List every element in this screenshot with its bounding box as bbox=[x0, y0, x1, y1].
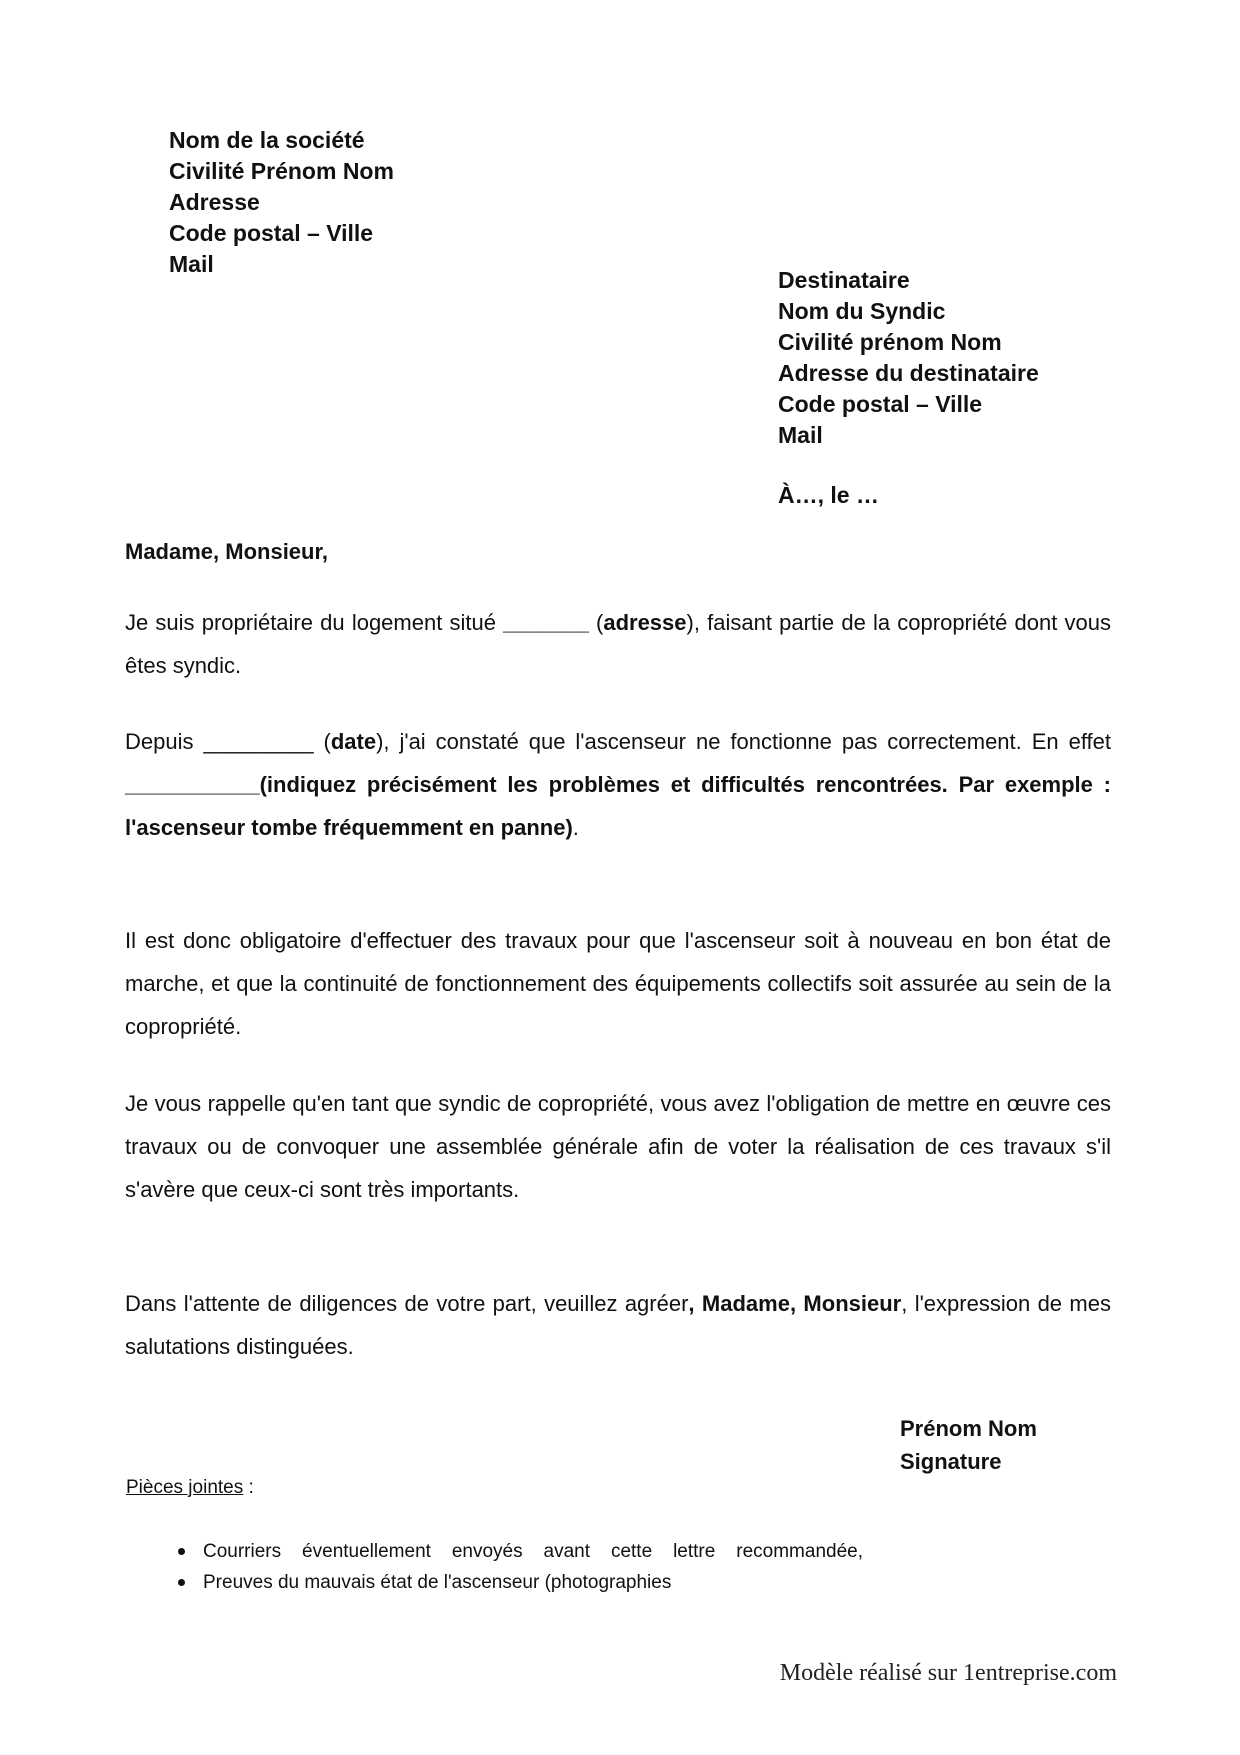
attachments-list bbox=[178, 1536, 863, 1598]
p5-bold: , Madame, Monsieur bbox=[688, 1291, 902, 1316]
footer-credit: Modèle réalisé sur 1entreprise.com bbox=[779, 1660, 1117, 1686]
recipient-address: Adresse du destinataire bbox=[778, 360, 1039, 386]
recipient-block bbox=[778, 265, 1039, 451]
sender-city: Code postal – Ville bbox=[169, 220, 374, 246]
sender-mail: Mail bbox=[169, 251, 214, 277]
attachments-colon: : bbox=[243, 1477, 254, 1498]
bullet-icon bbox=[178, 1548, 185, 1555]
p1-text-end: ), faisant partie de la copropriété dont vous êtes syndic. bbox=[125, 610, 1111, 678]
sender-name: Civilité Prénom Nom bbox=[169, 158, 394, 184]
attachment-text: Preuves du mauvais état de l'ascenseur (photographies bbox=[203, 1572, 672, 1593]
problem-blank: ___________ bbox=[125, 772, 260, 797]
paragraph-works-required: Il est donc obligatoire d'effectuer des travaux pour que l'ascenseur soit à nouveau en bon état de marche, et que la continuité de fonctionnement des équipements collectifs soit assurée au sein de la copropriété. bbox=[125, 928, 1111, 1039]
p5-text-end: , l'expression de mes salutations distinguées. bbox=[125, 1291, 1111, 1359]
date-placeholder: date bbox=[330, 729, 377, 754]
paragraph-closing bbox=[125, 1282, 1111, 1368]
date-blank: _________ bbox=[203, 729, 314, 754]
p2-text-end: . bbox=[572, 815, 579, 840]
list-item bbox=[178, 1567, 863, 1598]
p5-text: Dans l'attente de diligences de votre part, veuillez agréer bbox=[125, 1291, 689, 1316]
recipient-mail: Mail bbox=[778, 422, 823, 448]
p2-text-mid: ), j'ai constaté que l'ascenseur ne fonctionne pas correctement. En effet bbox=[376, 729, 1111, 754]
p2-paren-open: ( bbox=[313, 729, 331, 754]
recipient-label: Destinataire bbox=[778, 267, 910, 293]
p1-text: Je suis propriétaire du logement situé bbox=[125, 610, 504, 635]
p1-paren-open: ( bbox=[588, 610, 604, 635]
signature-block bbox=[900, 1412, 1037, 1478]
signature-label: Signature bbox=[900, 1449, 1002, 1474]
place-date-line: À…, le … bbox=[778, 482, 879, 508]
paragraph-syndic-obligation: Je vous rappelle qu'en tant que syndic de copropriété, vous avez l'obligation de mettre en œuvre ces travaux ou de convoquer une assemblée générale afin de voter la réalisation de ces travaux s'il s'avère que ceux-ci sont très importants. bbox=[125, 1091, 1111, 1202]
attachments-label: Pièces jointes bbox=[126, 1477, 244, 1498]
p2-text: Depuis bbox=[125, 729, 204, 754]
recipient-city: Code postal – Ville bbox=[778, 391, 983, 417]
problem-placeholder: (indiquez précisément les problèmes et difficultés rencontrées. Par exemple : l'ascenseur tombe fréquemment en panne) bbox=[125, 772, 1111, 840]
paragraph-ownership bbox=[125, 601, 1111, 687]
sender-block bbox=[169, 125, 394, 280]
address-placeholder: adresse bbox=[603, 610, 687, 635]
recipient-syndic: Nom du Syndic bbox=[778, 298, 946, 324]
attachments-heading bbox=[126, 1477, 254, 1499]
recipient-name: Civilité prénom Nom bbox=[778, 329, 1002, 355]
sender-company: Nom de la société bbox=[169, 127, 365, 153]
salutation: Madame, Monsieur, bbox=[125, 539, 328, 564]
paragraph-problem bbox=[125, 720, 1111, 849]
list-item bbox=[178, 1536, 863, 1567]
address-blank: _______ bbox=[503, 610, 589, 635]
bullet-icon bbox=[178, 1579, 185, 1586]
signature-name: Prénom Nom bbox=[900, 1416, 1037, 1441]
attachment-text: Courriers éventuellement envoyés avant cette lettre recommandée, bbox=[203, 1541, 863, 1562]
sender-address: Adresse bbox=[169, 189, 260, 215]
